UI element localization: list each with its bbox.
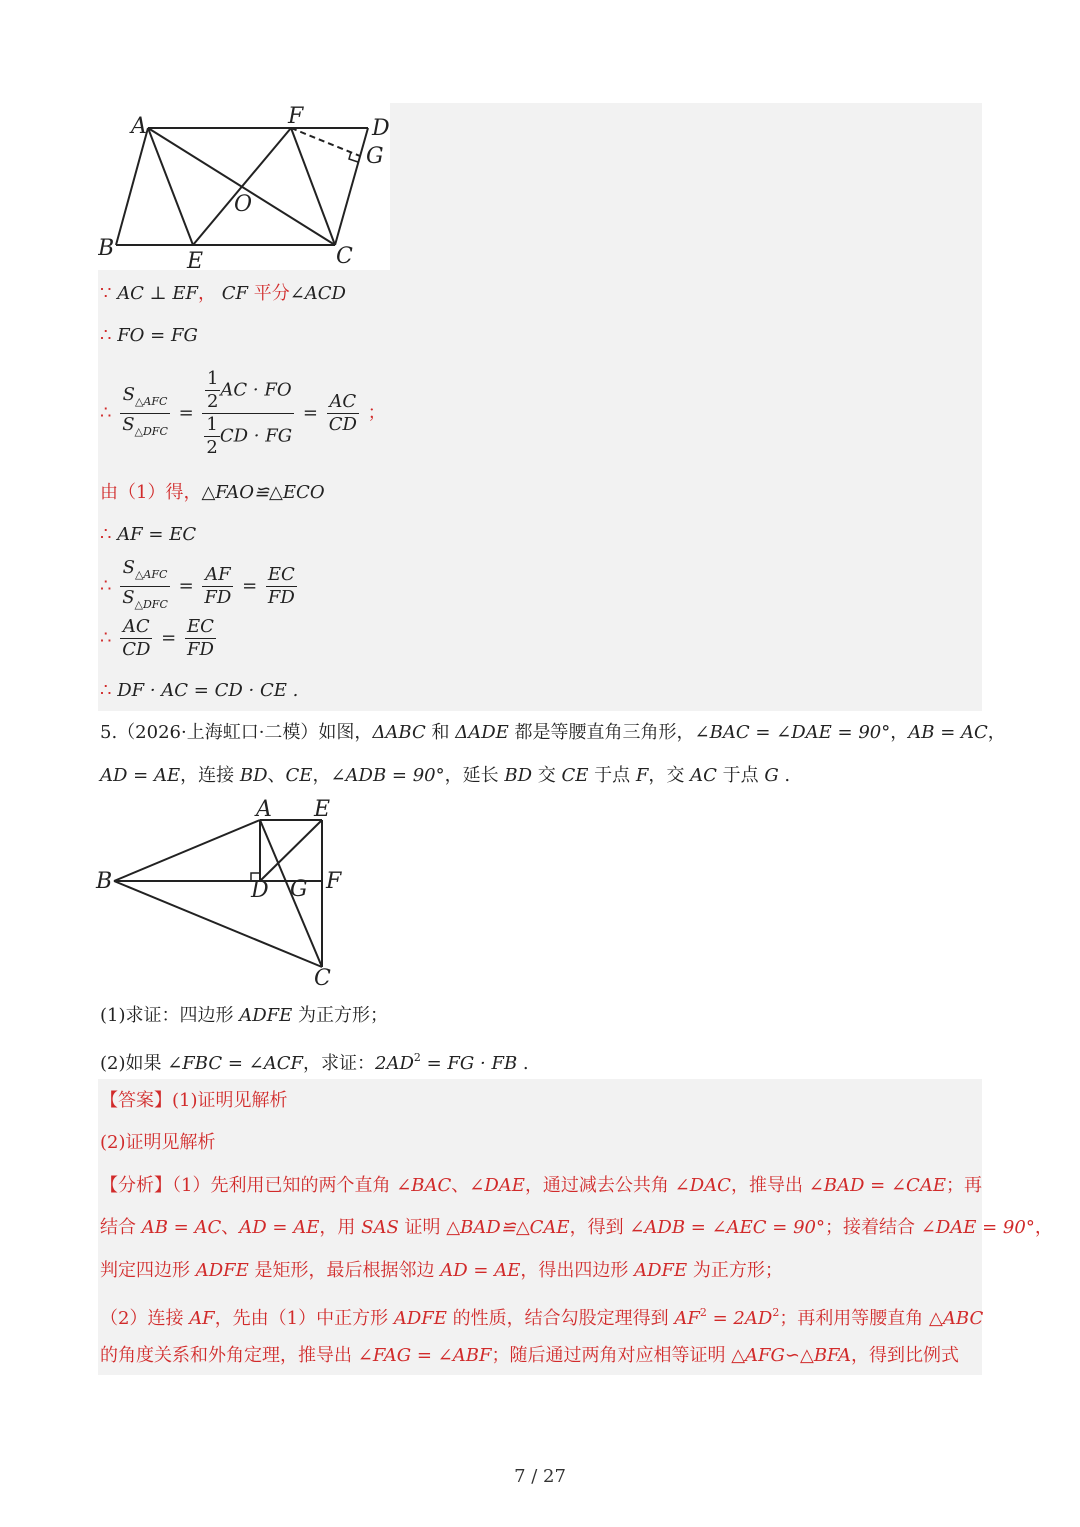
sol-line-6: ∴ $\frac{S_{\triangle AFC}}{S_{\triangle DFC}}$ = $\frac{AF}{FD}$ = $\frac{EC}{FD}$ (100, 557, 300, 616)
label-e2: E (314, 797, 331, 822)
label-d2: D (251, 878, 269, 903)
label-b2: B (96, 869, 113, 894)
label-f2: F (326, 869, 342, 894)
sol-line-8: ∴ DF · AC = CD · CE . (100, 680, 299, 701)
label-o: O (234, 192, 253, 217)
label-a2: A (256, 797, 272, 822)
label-a: A (131, 114, 147, 139)
answer-line-1: 【答案】(1)证明见解析 (100, 1090, 288, 1111)
sol-line-4: 由（1）得，△FAO≌△ECO (100, 482, 325, 503)
label-g2: G (290, 877, 308, 902)
analysis-line-2: 结合 AB = AC、AD = AE，用 SAS 证明 △BAD≌△CAE，得到 ∠ADB = ∠AEC = 90°；接着结合 ∠DAE = 90°， (100, 1217, 1053, 1238)
analysis-line-5: 的角度关系和外角定理，推导出 ∠FAG = ∠ABF；随后通过两角对应相等证明 △AFG∽△BFA，得到比例式 (100, 1345, 959, 1366)
figure-isosceles-right-triangles (94, 797, 354, 992)
answer-line-2: (2)证明见解析 (100, 1132, 216, 1153)
half-product-fraction: $\frac{1}{2}$ AC · FO $\frac{1}{2}$ CD · FG (202, 368, 294, 459)
sol-line-3: ∴ $\frac{S_{\triangle AFC}}{S_{\triangle DFC}}$ = $\frac{1}{2}$ AC · FO $\frac{1}{2}$ CD · FG = $\frac{AC}{CD}$ ； (100, 368, 386, 458)
analysis-line-1: 【分析】（1）先利用已知的两个直角 ∠BAC、∠DAE，通过减去公共角 ∠DAC，推导出 ∠BAD = ∠CAE；再 (100, 1175, 982, 1196)
page-number: 7 / 27 (514, 1466, 566, 1487)
sol-line-2: ∴ FO = FG (100, 325, 198, 346)
area-ratio-fraction: $\frac{S_{\triangle AFC}}{S_{\triangle DFC}}$ (120, 384, 170, 443)
label-g: G (366, 144, 384, 169)
label-c2: C (314, 966, 331, 991)
label-d: D (372, 116, 390, 141)
sub-question-1: (1)求证：四边形 ADFE 为正方形； (100, 1005, 389, 1026)
figure-parallelogram (98, 103, 390, 270)
sol-line-5: ∴ AF = EC (100, 524, 197, 545)
label-e: E (187, 249, 204, 270)
label-c: C (336, 244, 353, 269)
analysis-line-3: 判定四边形 ADFE 是矩形，最后根据邻边 AD = AE，得出四边形 ADFE 为正方形； (100, 1260, 783, 1281)
sol-line-7: ∴ $\frac{AC}{CD}$ = $\frac{EC}{FD}$ (100, 616, 214, 660)
analysis-line-4: （2）连接 AF，先由（1）中正方形 ADFE 的性质，结合勾股定理得到 $AF^2 = 2AD^2$；再利用等腰直角 △ABC (100, 1306, 984, 1329)
sol-line-1: ∵ AC ⊥ EF， CF 平分∠ACD (100, 283, 346, 304)
problem5-line-1: 5.（2026·上海虹口·二模）如图，ΔABC 和 ΔADE 都是等腰直角三角形，∠BAC = ∠DAE = 90°，AB = AC， (100, 722, 1006, 743)
label-f: F (288, 104, 304, 129)
sub-question-2: (2)如果 ∠FBC = ∠ACF，求证：$2AD^2$ = FG · FB . (100, 1051, 529, 1074)
label-b: B (98, 236, 115, 261)
problem5-line-2: AD = AE，连接 BD、CE，∠ADB = 90°，延长 BD 交 CE 于点 F，交 AC 于点 G . (100, 765, 791, 786)
